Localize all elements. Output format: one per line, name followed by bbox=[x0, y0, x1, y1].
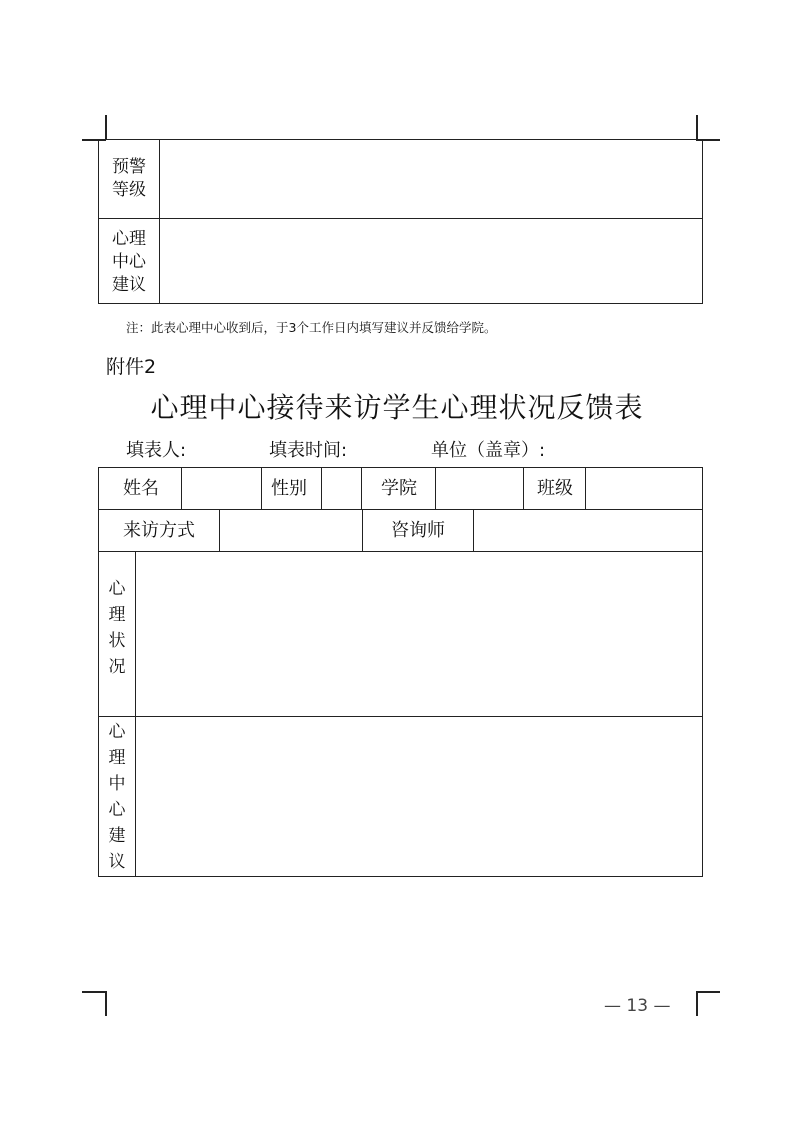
gender-label: 性别 bbox=[271, 478, 307, 499]
college-label: 学院 bbox=[381, 478, 417, 499]
name-label: 姓名 bbox=[123, 478, 159, 499]
crop-mark-bottom-left-h bbox=[82, 991, 106, 993]
crop-mark-bottom-right-h bbox=[696, 991, 720, 993]
prev-table bbox=[98, 139, 703, 304]
mental-status-label: 心理状况 bbox=[108, 579, 126, 677]
form-title: 心理中心接待来访学生心理状况反馈表 bbox=[150, 391, 644, 424]
crop-mark-top-left-v bbox=[105, 115, 107, 140]
crop-mark-bottom-left-v bbox=[105, 991, 107, 1016]
crop-mark-top-right-v bbox=[696, 115, 698, 140]
gender-field[interactable] bbox=[323, 469, 360, 508]
attachment-label: 附件2 bbox=[106, 356, 157, 378]
table-note: 注：此表心理中心收到后，于3个工作日内填写建议并反馈给学院。 bbox=[126, 320, 497, 335]
prev-center-advice-label: 心理 中心 建议 bbox=[112, 229, 146, 295]
crop-mark-bottom-right-v bbox=[696, 991, 698, 1016]
counselor-field[interactable] bbox=[475, 511, 701, 550]
class-field[interactable] bbox=[587, 469, 701, 508]
unit-label: 单位（盖章）: bbox=[431, 440, 546, 461]
mental-status-field[interactable] bbox=[137, 553, 701, 715]
fill-time-label: 填表时间: bbox=[269, 440, 348, 461]
center-advice-label: 心理中心建议 bbox=[108, 722, 126, 872]
name-field[interactable] bbox=[183, 469, 260, 508]
feedback-form-table bbox=[98, 467, 703, 877]
center-advice-field[interactable] bbox=[137, 718, 701, 875]
class-label: 班级 bbox=[537, 478, 573, 499]
visit-method-field[interactable] bbox=[221, 511, 361, 550]
visit-method-label: 来访方式 bbox=[123, 520, 195, 541]
filler-label: 填表人: bbox=[126, 440, 187, 461]
page-number: — 13 — bbox=[604, 996, 671, 1016]
college-field[interactable] bbox=[437, 469, 522, 508]
warning-level-label: 预警 等级 bbox=[112, 157, 146, 200]
counselor-label: 咨询师 bbox=[391, 520, 445, 541]
